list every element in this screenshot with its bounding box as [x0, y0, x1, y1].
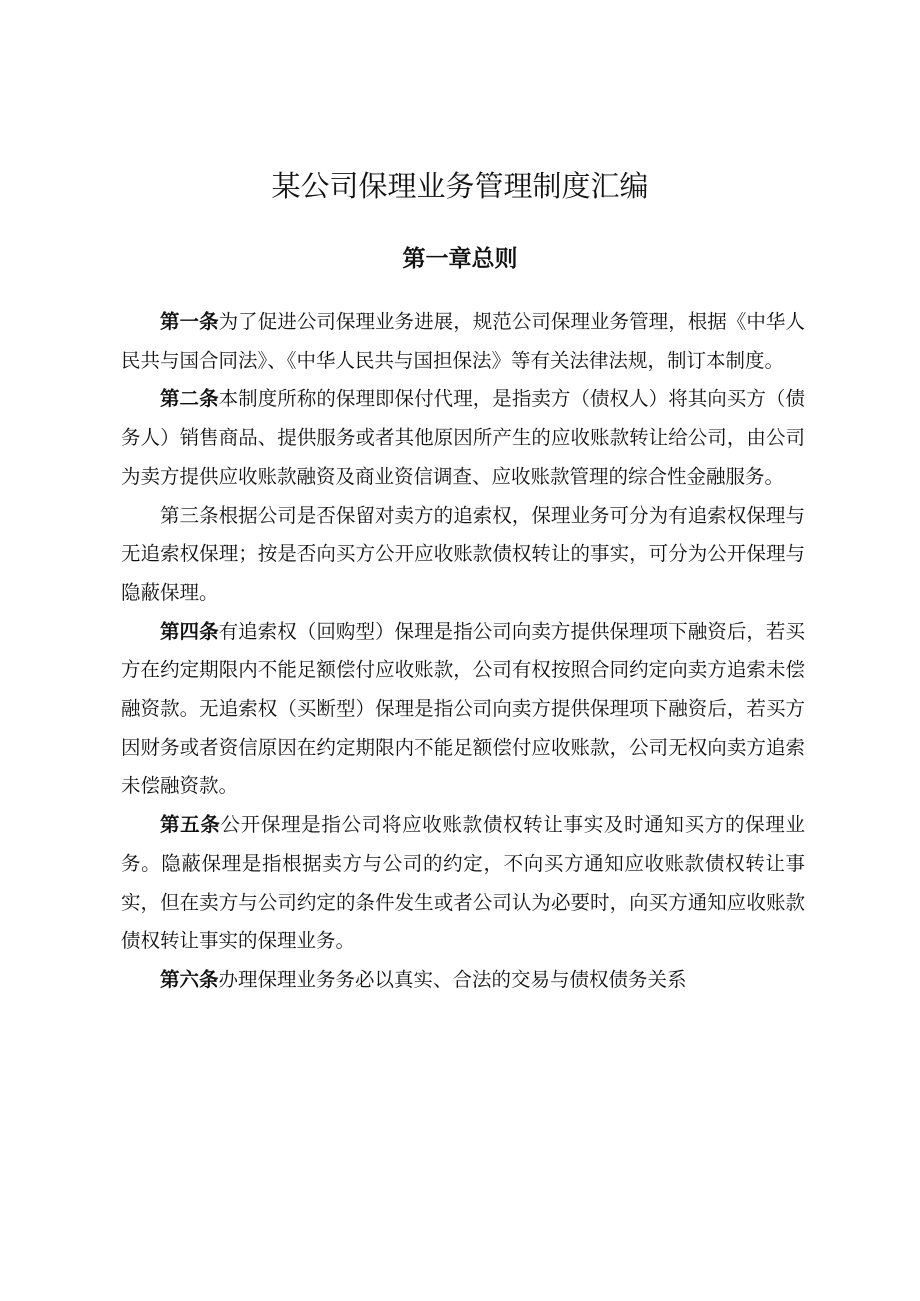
- article-3: [121, 497, 805, 613]
- document-title: 某公司保理业务管理制度汇编: [271, 169, 649, 203]
- article-text: 公开保理是指公司将应收账款债权转让事实及时通知买方的保理业务。隐蔽保理是指根据卖方与公司的约定，不向买方通知应收账款债权转让事实，但在卖方与公司约定的条件发生或者公司认为必要时，向买方通知应收账款债权转让事实的保理业务。: [121, 813, 805, 953]
- article-number: 第二条: [160, 387, 219, 411]
- article-number: 第三条: [160, 503, 219, 527]
- article-text: 根据公司是否保留对卖方的追索权，保理业务可分为有追索权保理与无追索权保理；按是否向买方公开应收账款债权转让的事实，可分为公开保理与隐蔽保理。: [121, 503, 805, 604]
- article-number: 第一条: [160, 310, 219, 333]
- document-body: [121, 303, 805, 1000]
- article-1: [121, 303, 805, 380]
- article-5: [121, 806, 805, 961]
- article-text: 为了促进公司保理业务进展，规范公司保理业务管理，根据《中华人民共与国合同法》、《中华人民共与国担保法》等有关法律法规，制订本制度。: [121, 310, 805, 372]
- article-number: 第五条: [160, 813, 221, 837]
- article-text: 办理保理业务务必以真实、合法的交易与债权债务关系: [218, 967, 687, 991]
- article-2: [121, 380, 805, 496]
- chapter-title: 第一章总则: [402, 246, 518, 272]
- article-number: 第四条: [160, 619, 219, 643]
- article-text: 本制度所称的保理即保付代理，是指卖方（债权人）将其向买方（债务人）销售商品、提供服务或者其他原因所产生的应收账款转让给公司，由公司为卖方提供应收账款融资及商业资信调查、应收账款管理的综合性金融服务。: [121, 387, 805, 488]
- article-4: [121, 613, 805, 807]
- article-number: 第六条: [160, 967, 219, 991]
- article-text: 有追索权（回购型）保理是指公司向卖方提供保理项下融资后，若买方在约定期限内不能足额偿付应收账款，公司有权按照合同约定向卖方追索未偿融资款。无追索权（买断型）保理是指公司向卖方提供保理项下融资后，若买方因财务或者资信原因在约定期限内不能足额偿付应收账款，公司无权向卖方追索未偿融资款。: [121, 619, 805, 798]
- article-6: [121, 961, 805, 1000]
